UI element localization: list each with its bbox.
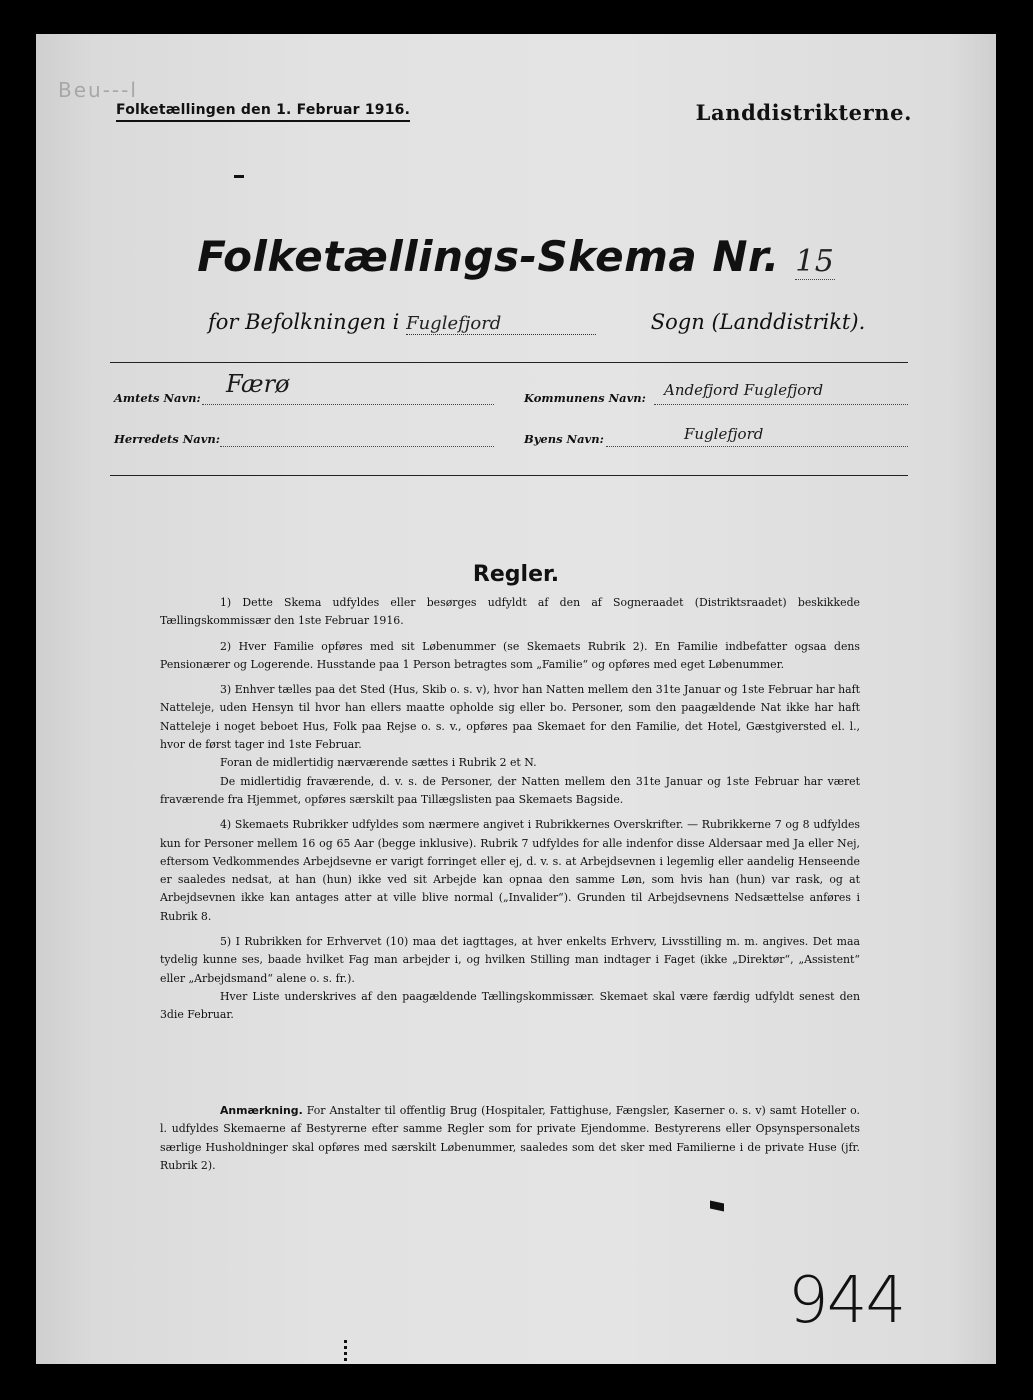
page-title	[36, 232, 996, 281]
by-label: Byens Navn:	[524, 432, 604, 446]
rule-3-temporary-present: Foran de midlertidig nærværende sættes i Rubrik 2 et N.	[220, 756, 537, 770]
note-block	[160, 1102, 860, 1175]
rule-signature: Hver Liste underskrives af den paagældende Tællingskommissær. Skemaet skal være færdig udfyldt senest den 3die Februar.	[160, 989, 860, 1022]
herred-field	[220, 430, 494, 447]
kommune-field	[654, 381, 908, 405]
by-field	[606, 425, 908, 447]
subtitle	[208, 310, 865, 335]
census-date-header: Folketællingen den 1. Februar 1916.	[116, 102, 410, 122]
note-text: For Anstalter til offentlig Brug (Hospitaler, Fattighuse, Fængsler, Kaserner o. s. v) samt Hoteller o. l. udfyldes Skemaerne af Bestyrerne efter samme Regler som for private Ejendomme. Bestyrerens eller Opsynspersonalets særlige Husholdninger skal opføres med særskilt Løbenummer, saaledes som det sker med Familierne i de private Huse (jfr. Rubrik 2).	[160, 1104, 860, 1172]
note-label: Anmærkning.	[220, 1104, 303, 1117]
title-text: Folketællings-Skema Nr.	[197, 232, 780, 281]
rules-body	[160, 594, 860, 1025]
amt-value: Færø	[226, 370, 290, 398]
rules-title: Regler.	[472, 562, 560, 587]
census-form-page	[36, 34, 996, 1364]
subtitle-prefix: for Befolkningen i	[208, 310, 400, 334]
faint-corner-mark: Beu---l	[58, 78, 138, 102]
parish-name: Fuglefjord	[406, 313, 596, 335]
amt-field	[202, 370, 494, 405]
schema-number: 15	[795, 244, 835, 279]
subtitle-suffix: Sogn (Landdistrikt).	[650, 310, 866, 334]
divider-bottom	[110, 475, 908, 476]
district-header: Landdistrikterne.	[695, 100, 912, 125]
by-value: Fuglefjord	[684, 425, 764, 443]
kommune-value: Andefjord Fuglefjord	[664, 381, 824, 399]
ink-mark	[710, 1201, 724, 1212]
dash-mark	[234, 175, 244, 178]
herred-label: Herredets Navn:	[114, 432, 221, 446]
rule-2: 2) Hver Familie opføres med sit Løbenummer (se Skemaets Rubrik 2). En Familie indbefatter ogsaa dens Pensionærer og Logerende. Husstande paa 1 Person betragtes som „Familie“ og opføres med eget Løbenummer.	[160, 639, 860, 671]
binding-mark	[344, 1340, 347, 1362]
divider-top	[110, 362, 908, 363]
amt-label: Amtets Navn:	[114, 391, 201, 405]
rule-3: 3) Enhver tælles paa det Sted (Hus, Skib o. s. v), hvor han Natten mellem den 31te Januar og 1ste Februar har haft Natteleje, uden Hensyn til hvor han ellers maatte opholde sig eller bo. Personer, som den paagældende Nat ikke har haft Natteleje i noget beboet Hus, Folk paa Rejse o. s. v., opføres paa Skemaet for den Familie, det Hotel, Gæstgiversted el. l., hvor de først tager ind 1ste Februar.	[160, 683, 860, 752]
rule-3-temporary-absent: De midlertidig fraværende, d. v. s. de Personer, der Natten mellem den 31te Januar og 1ste Februar har været fraværende fra Hjemmet, opføres særskilt paa Tillægslisten paa Skemaets Bagside.	[160, 774, 860, 806]
rule-4: 4) Skemaets Rubrikker udfyldes som nærmere angivet i Rubrikkernes Overskrifter. — Rubrikkerne 7 og 8 udfyldes kun for Personer mellem 16 og 65 Aar (begge inklusive). Rubrik 7 udfyldes for alle indenfor disse Aldersaar med Ja eller Nej, eftersom Vedkommendes Arbejdsevne er varigt forringet eller ej, d. v. s. at Arbejdsevnen i legemlig eller aandelig Henseende er saaledes nedsat, at han (hun) ikke ved sit Arbejde kan opnaa den samme Løn, som hvis han (hun) var rask, og at Arbejdsevnen ikke kan antages atter at ville blive normal („Invalider“). Grunden til Arbejdsevnens Nedsættelse anføres i Rubrik 8.	[160, 818, 860, 923]
rule-5: 5) I Rubrikken for Erhvervet (10) maa det iagttages, at hver enkelts Erhverv, Livsstilling m. m. angives. Det maa tydelig kunne ses, baade hvilket Fag man arbejder i, og hvilken Stilling man indtager i Faget (ikke „Direktør“, „Assistent“ eller „Arbejdsmand“ alene o. s. fr.).	[160, 935, 860, 985]
handwritten-page-number: 944	[788, 1264, 905, 1338]
kommune-label: Kommunens Navn:	[524, 391, 646, 405]
rule-1: 1) Dette Skema udfyldes eller besørges udfyldt af den af Sogneraadet (Distriktsraadet) beskikkede Tællingskommissær den 1ste Februar 1916.	[160, 596, 860, 628]
